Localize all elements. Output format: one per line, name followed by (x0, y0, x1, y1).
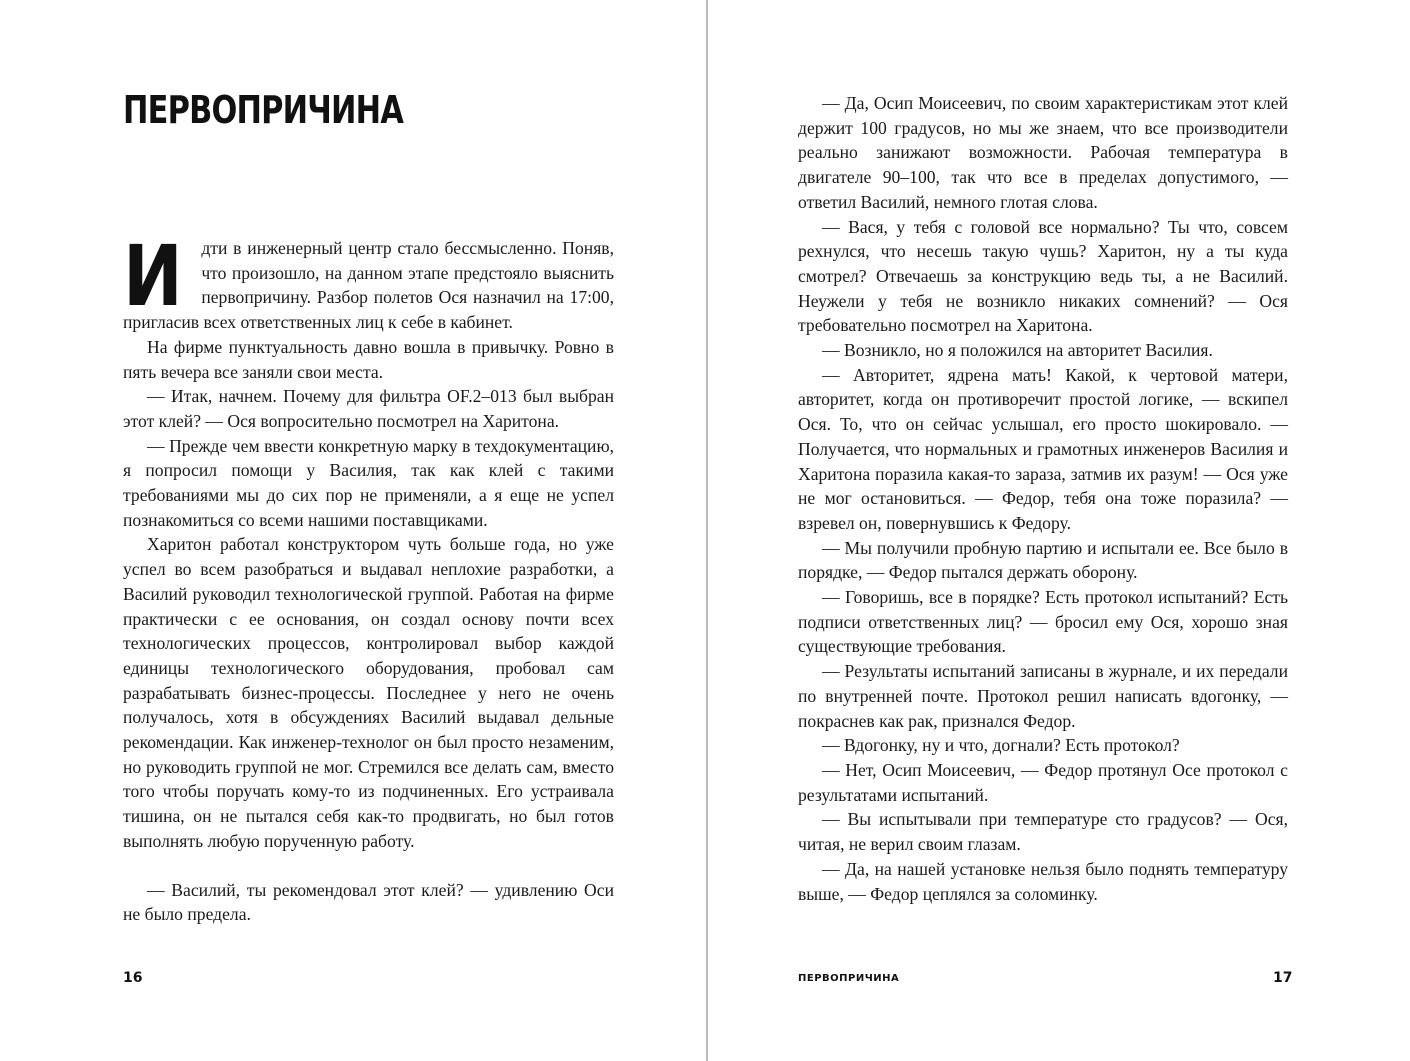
right-page (708, 0, 1410, 1061)
dialogue-paragraph: — Авторитет, ядрена мать! Какой, к чертовой матери, авторитет, когда он противоречит простой логике, — вскипел Ося. То, что он сейчас услышал, его просто шокировало. — Получается, что нормальных и грамотных инженеров Василия и Харитона поразила какая-то зараза, затмив их разум! — Ося уже не мог остановиться. — Федор, тебя она тоже поразила? — взревел он, повернувшись к Федору. (798, 364, 1288, 533)
running-head: ПЕРВОПРИЧИНА (798, 973, 900, 984)
dialogue-paragraph: — Прежде чем ввести конкретную марку в техдокументацию, я попросил помощи у Василия, так как клей с такими требованиями мы до сих пор не применяли, а я еще не успел познакомиться со всеми нашими поставщиками. (123, 435, 614, 530)
chapter-title: ПЕРВОПРИЧИНА (123, 88, 404, 132)
drop-cap: И (123, 227, 183, 325)
dialogue-paragraph: — Говоришь, все в порядке? Есть протокол испытаний? Есть подписи ответственных лиц? — бросил ему Ося, хорошо зная существующие требования. (798, 587, 1288, 657)
dialogue-paragraph: — Вы испытывали при температуре сто градусов? — Ося, читая, не верил своим глазам. (798, 809, 1288, 855)
dialogue-paragraph: — Возникло, но я положился на авторитет Василия. (822, 340, 1213, 361)
dialogue-paragraph: — Итак, начнем. Почему для фильтра OF.2–013 был выбран этот клей? — Ося вопросительно посмотрел на Харитона. (123, 386, 614, 431)
dialogue-paragraph: — Да, Осип Моисеевич, по своим характеристикам этот клей держит 100 градусов, но мы же знаем, что все производители реально занижают возможности. Рабочая температура в двигателе 90–100, так что все в пределах допустимого, — ответил Василий, немного глотая слова. (798, 93, 1288, 212)
page-number-left: 16 (123, 970, 143, 986)
opening-paragraph-text: дти в инженерный центр стало бессмысленно. Поняв, что произошло, на данном этапе предстояло выяснить первопричину. Разбор полетов Ося назначил на 17:00, пригласив всех ответственных лиц к себе в кабинет. (123, 238, 614, 333)
dialogue-paragraph: — Вдогонку, ну и что, догнали? Есть протокол? (822, 735, 1180, 756)
dialogue-paragraph: — Да, на нашей установке нельзя было поднять температуру выше, — Федор цеплялся за соломинку. (798, 858, 1288, 904)
dialogue-paragraph: — Результаты испытаний записаны в журнале, и их передали по внутренней почте. Протокол решил написать вдогонку, — покраснев как рак, признался Федор. (798, 661, 1288, 731)
dialogue-paragraph: — Нет, Осип Моисеевич, — Федор протянул Осе протокол с результатами испытаний. (798, 759, 1288, 805)
body-paragraph: Харитон работал конструктором чуть больше года, но уже успел во всем разобраться и выдавал неплохие разработки, а Василий руководил технологической группой. Работая на фирме практически с ее основания, он создал основу почти всех технологических процессов, контролировал выбор каждой единицы технологического оборудования, пробовал сам разрабатывать бизнес-процессы. Последнее у него не очень получалось, хотя в обсуждениях Василий выдавал дельные рекомендации. Как инженер-технолог он был просто незаменим, но руководить группой не мог. Стремился все делать сам, вместо того чтобы поручать кому-то из подчиненных. Его устраивала тишина, он не пытался себя как-то продвигать, но был готов выполнять любую порученную работу. (123, 534, 614, 851)
dialogue-paragraph: — Василий, ты рекомендовал этот клей? — удивлению Оси не было предела. (123, 879, 614, 925)
left-page-body (123, 227, 614, 927)
dialogue-paragraph: — Мы получили пробную партию и испытали ее. Все было в порядке, — Федор пытался держать оборону. (798, 537, 1288, 583)
opening-paragraph (123, 227, 614, 335)
dialogue-paragraph: — Вася, у тебя с головой все нормально? Ты что, совсем рехнулся, что несешь такую чушь? Харитон, ну а ты куда смотрел? Отвечаешь за конструкцию ведь ты, а не Василий. Неужели у тебя не возникло никаких сомнений? — Ося требовательно посмотрел на Харитона. (798, 216, 1288, 336)
body-paragraph: На фирме пунктуальность давно вошла в привычку. Ровно в пять вечера все заняли свои места. (123, 336, 614, 382)
right-page-body (798, 91, 1288, 906)
page-number-right: 17 (1273, 970, 1293, 986)
